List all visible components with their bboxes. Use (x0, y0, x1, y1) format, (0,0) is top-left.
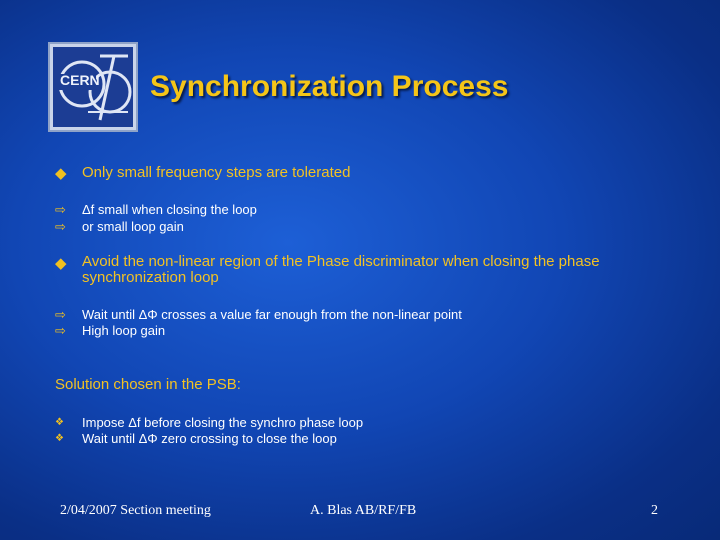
solution-item: Impose Δf before closing the synchro phase loop (82, 415, 364, 430)
footer-date: 2/04/2007 Section meeting (60, 503, 211, 518)
slide-title: Synchronization Process (150, 70, 509, 103)
diamond-bullet-icon: ◆ (55, 165, 67, 182)
diamond-bullet-icon: ❖ (55, 433, 64, 444)
bullet-text-1: Only small frequency steps are tolerated (82, 164, 351, 181)
solution-item: Wait until ΔΦ zero crossing to close the loop (82, 431, 337, 446)
bullet-text-2: Avoid the non-linear region of the Phase discriminator when closing the phase synchronization loop (82, 253, 600, 286)
solution-heading: Solution chosen in the PSB: (55, 376, 241, 393)
sub-bullet-text: High loop gain (82, 323, 166, 338)
arrow-bullet-icon: ⇨ (55, 323, 66, 338)
sub-bullet-text: or small loop gain (82, 219, 184, 234)
arrow-bullet-icon: ⇨ (55, 307, 66, 322)
sub-bullet-text: Δf small when closing the loop (82, 202, 257, 217)
diamond-bullet-icon: ◆ (55, 255, 67, 272)
page-number: 2 (651, 503, 658, 518)
arrow-bullet-icon: ⇨ (55, 202, 66, 217)
sub-bullet-text: Wait until ΔΦ crosses a value far enough from the non-linear point (82, 307, 462, 322)
cern-logo (48, 42, 138, 132)
footer-author: A. Blas AB/RF/FB (310, 503, 417, 518)
logo-text: CERN (60, 72, 100, 88)
diamond-bullet-icon: ❖ (55, 417, 64, 428)
arrow-bullet-icon: ⇨ (55, 219, 66, 234)
